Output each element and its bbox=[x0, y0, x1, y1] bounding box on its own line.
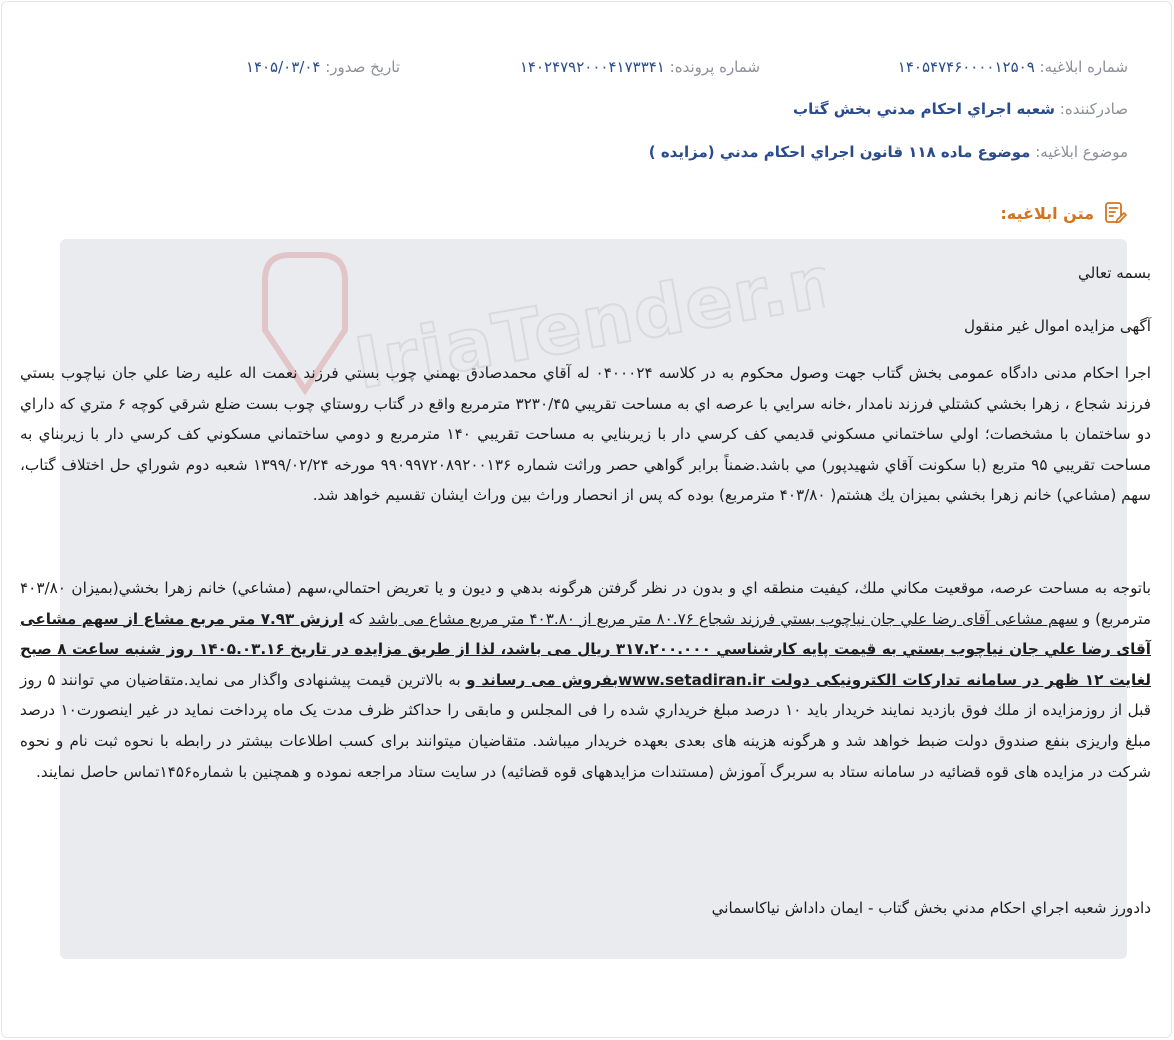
signature: دادورز شعبه اجراي احكام مدني بخش گتاب - ايمان داداش نياكاسماني bbox=[711, 899, 1151, 917]
paragraph-2-terms: به بالاترین قیمت پیشنهادی واگذار می نماید.متقاضيان مي توانند ۵ روز قبل از روزمزايده از ملك فوق بازديد نمايند خريدار بايد ۱۰ درصد مبلغ خريداري شده را فی المجلس و مابقی را حداکثر ظرف مدت یک ماه پرداخت نماید در غیر اینصورت۱۰ درصد مبلغ واریزی بنفع صندوق دولت ضبط خواهد شد و هرگونه هزینه های بعدی بعهده خریدار میباشد. متقاضیان میتوانند برای کسب اطلاعات بیشتر در رابطه با نحوه ثبت نام و نحوه شرکت در مزایده های قوه قضائیه در سامانه ستاد به سربرگ آموزش (مستندات مزایدههای قوه قضائیه) در سایت ستاد مراجعه نموده و همچنین با شماره۱۴۵۶تماس حاصل نمایند. bbox=[20, 670, 1151, 781]
case-number bbox=[520, 58, 760, 76]
notice-heading: آگهی مزایده اموال غیر منقول bbox=[964, 317, 1151, 335]
meta-row bbox=[48, 58, 1128, 82]
paragraph-2-intro: باتوجه به مساحت عرصه، موقعيت مكاني ملك، كيفيت منطقه اي و بدون در نظر گرفتن هرگونه بدهي و ديون و يا تعريض احتمالي،سهم (مشاعي) خانم زهرا بخشي(بميزان ۴۰۳/۸۰ مترمربع) و bbox=[20, 579, 1152, 628]
document-edit-icon bbox=[1102, 200, 1128, 226]
paragraph-2-connector: که bbox=[343, 609, 369, 628]
notice-number-value: ۱۴۰۵۴۷۴۶۰۰۰۰۱۲۵۰۹ bbox=[897, 58, 1035, 76]
issuer-label: صادرکننده: bbox=[1059, 100, 1128, 118]
notice-paragraph-1: اجرا احکام مدنی دادگاه عمومی بخش گتاب جهت وصول محکوم به در کلاسه ۰۴۰۰۰۲۴ له آقاي محمدصادق بهمني چوب بستي فرزند نعمت اله عليه رضا علي جان نياچوب بستي فرزند شجاع ، زهرا بخشي کشتلي فرزند نامدار ،خانه سرايي با عرصه اي به مساحت تقريبي ۳۲۳۰/۴۵ مترمربع واقع در گتاب روستاي چوب بست ضلع شرقي کوچه ۶ متري که داراي دو ساختمان با مشخصات؛ اولي ساختماني مسكوني قديمي كف كرسي دار با زيربنايي به مساحت تقريبي ۱۴۰ مترمربع و دومي ساختماني مسكوني كف كرسي دار با زيربناي به مساحت تقريبي ۹۵ متربع (با سكونت آقاي شهيدپور) مي باشد.ضمناً برابر گواهي حصر وراثت شماره ۹۹۰۹۹۷۲۰۸۹۲۰۰۱۳۶ مورخه ۱۳۹۹/۰۲/۲۴ شعبه دوم شوراي حل اختلاف گتاب، سهم (مشاعي) خانم زهرا بخشي بميزان يك هشتم( ۴۰۳/۸۰ مترمربع) بوده كه پس از انحصار وراث بين وراث ايشان تقسيم خواهد شد. bbox=[20, 364, 1151, 505]
issue-date-label: تاريخ صدور: bbox=[325, 58, 400, 76]
subject-label: موضوع ابلاغيه: bbox=[1035, 143, 1128, 161]
subject-value: موضوع ماده ۱۱۸ قانون اجراي احكام مدني (مزايده ) bbox=[648, 143, 1031, 161]
notice-paragraph-2 bbox=[20, 573, 1151, 787]
issue-date bbox=[246, 58, 400, 76]
case-number-label: شماره پرونده: bbox=[669, 58, 760, 76]
svg-text:IriaTender.net: IriaTender.net bbox=[349, 240, 825, 406]
basmala: بسمه تعالي bbox=[1078, 264, 1151, 282]
case-number-value: ۱۴۰۲۴۷۹۲۰۰۰۴۱۷۳۳۴۱ bbox=[519, 58, 665, 76]
notice-text-heading bbox=[1000, 200, 1128, 226]
notice-number-label: شماره ابلاغيه: bbox=[1039, 58, 1128, 76]
notice-subject bbox=[649, 143, 1128, 161]
auction-details: ارزش ۷.۹۳ متر مربع مشاع از سهم مشاعی آقای رضا علي جان نياچوب بستي به قيمت پايه كارشناسي ۳۱۷.۲۰۰.۰۰۰ ريال می باشد، لذا از طریق مزایده در تاریخ ۱۴۰۵.۰۳.۱۶ روز شنبه ساعت ۸ صبح لغایت ۱۲ ظهر در سامانه تدارکات الکترونیکی دولت www.setadiran.irبفروش می رساند و bbox=[20, 609, 1151, 689]
issue-date-value: ۱۴۰۵/۰۳/۰۴ bbox=[245, 58, 321, 76]
share-description: سهم مشاعی آقای رضا علي جان نياچوب بستي فرزند شجاع ۸۰.۷۶ متر مربع از ۴۰۳.۸۰ متر مربع مشاع می باشد bbox=[368, 609, 1078, 628]
notice-text-title: متن ابلاغيه: bbox=[1000, 203, 1094, 223]
issuer bbox=[793, 100, 1128, 118]
notice-number bbox=[898, 58, 1128, 76]
issuer-value: شعبه اجراي احكام مدني بخش گتاب bbox=[793, 100, 1055, 118]
